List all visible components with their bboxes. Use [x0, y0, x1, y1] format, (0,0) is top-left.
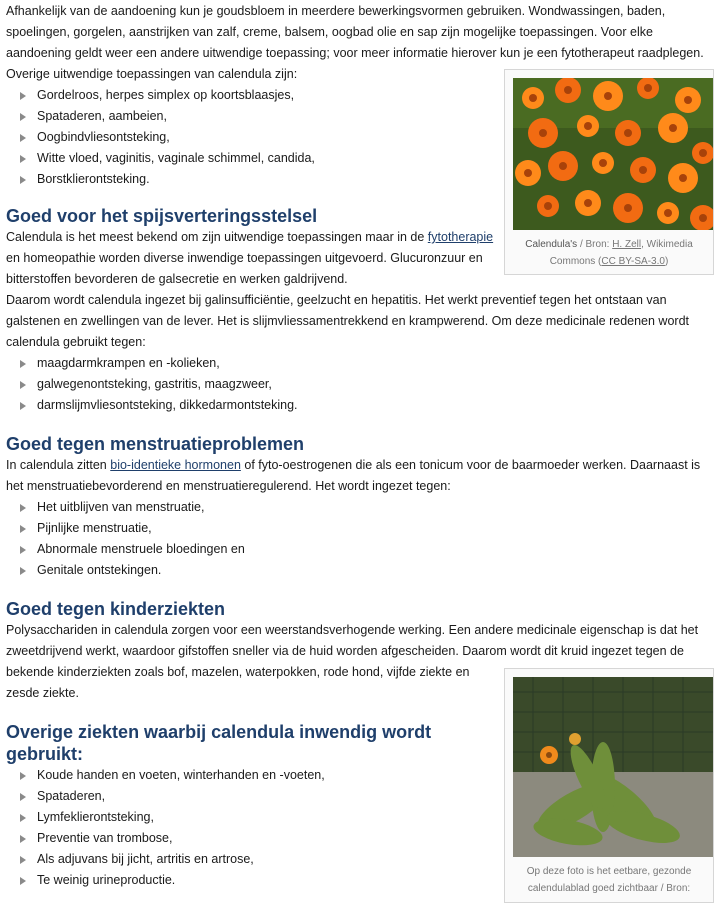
section-heading-menstrual: Goed tegen menstruatieproblemen: [6, 434, 305, 454]
digest-text-a: Calendula is het meest bekend om zijn uitwendige toepassingen maar in de: [6, 230, 428, 244]
list-item: [20, 85, 714, 106]
list-item-text: Genitale ontstekingen.: [37, 563, 162, 577]
list-item-text: Spataderen,: [37, 789, 106, 803]
bullet-arrow-icon: [20, 176, 26, 184]
section-heading-digest: Goed voor het spijsverteringsstelsel: [6, 206, 318, 226]
list-item: [20, 395, 714, 416]
menstrual-paragraph: [6, 455, 714, 497]
menstrual-list: [6, 497, 714, 581]
external-list: [6, 85, 714, 190]
list-item-text: Gordelroos, herpes simplex op koortsblaasjes,: [37, 88, 295, 102]
list-item-text: Spataderen, aambeien,: [37, 109, 167, 123]
figure1-caption-close: ): [664, 256, 669, 267]
list-item: [20, 765, 714, 786]
figure1-caption-title: Calendula's: [525, 239, 578, 250]
digest-text-b: en homeopathie worden diverse inwendige toepassingen uitgevoerd. Glucuronzuur en bitterstoffen bevorderen de galsecretie en werken galdrijvend.: [6, 251, 483, 286]
list-item-text: Preventie van trombose,: [37, 831, 173, 845]
list-item: [20, 148, 714, 169]
digest-list: [6, 353, 714, 416]
list-item-text: Witte vloed, vaginitis, vaginale schimmel, candida,: [37, 151, 315, 165]
list-item: [20, 849, 714, 870]
list-item-text: darmslijmvliesontsteking, dikkedarmontsteking.: [37, 398, 298, 412]
list-item: [20, 353, 714, 374]
fytotherapie-link[interactable]: fytotherapie: [427, 230, 494, 244]
bullet-arrow-icon: [20, 835, 26, 843]
list-item: [20, 560, 714, 581]
list-item: [20, 807, 714, 828]
external-intro: Overige uitwendige toepassingen van calendula zijn:: [6, 67, 298, 81]
list-item-text: Oogbindvliesontsteking,: [37, 130, 170, 144]
list-item-text: Lymfeklierontsteking,: [37, 810, 154, 824]
bullet-arrow-icon: [20, 772, 26, 780]
list-item-text: maagdarmkrampen en -kolieken,: [37, 356, 220, 370]
figure1-caption-source: / Bron:: [577, 239, 613, 250]
list-item: [20, 870, 714, 891]
section-heading-other: Overige ziekten waarbij calendula inwendig wordt gebruikt:: [6, 722, 432, 764]
bio-identieke-hormonen-link[interactable]: bio-identieke hormonen: [110, 458, 241, 472]
children-paragraph-2: bekende kinderziekten zoals bof, mazelen, waterpokken, rode hond, vijfde ziekte en zesde ziekte.: [6, 665, 470, 700]
bullet-arrow-icon: [20, 504, 26, 512]
menstrual-text-b: of fyto-oestrogenen die als een tonicum voor de baarmoeder werken. Daarnaast is het menstruatiebevorderend en menstruatieregulerend. Het wordt ingezet tegen:: [6, 458, 701, 493]
list-item: [20, 497, 714, 518]
list-item: [20, 786, 714, 807]
other-list: [6, 765, 714, 891]
figure2-caption-text: Op deze foto is het eetbare, gezonde calendulablad goed zichtbaar: [526, 866, 692, 894]
list-item: [20, 106, 714, 127]
figure1-caption: [513, 236, 705, 270]
bullet-arrow-icon: [20, 567, 26, 575]
intro-paragraph: Afhankelijk van de aandoening kun je goudsbloem in meerdere bewerkingsvormen gebruiken. Wondwassingen, baden, spoelingen, gorgelen, aanstrijken van zalf, creme, balsem, oogbad olie en sap zijn mogelijke toepassingen. Voor elke aandoening geldt weer een andere uitwendige toepassing; voor meer informatie hierover kun je een fytotherapeut raadplegen.: [6, 4, 704, 60]
list-item: [20, 169, 714, 190]
list-item-text: Als adjuvans bij jicht, artritis en artrose,: [37, 852, 254, 866]
bullet-arrow-icon: [20, 113, 26, 121]
bullet-arrow-icon: [20, 814, 26, 822]
list-item: [20, 518, 714, 539]
bullet-arrow-icon: [20, 381, 26, 389]
figure1-caption-text: , Wikimedia Commons (: [549, 239, 693, 267]
list-item-text: Het uitblijven van menstruatie,: [37, 500, 205, 514]
menstrual-text-a: In calendula zitten: [6, 458, 111, 472]
bullet-arrow-icon: [20, 877, 26, 885]
list-item: [20, 374, 714, 395]
figure1-license-link[interactable]: CC BY-SA-3.0: [601, 256, 665, 267]
bullet-arrow-icon: [20, 134, 26, 142]
bullet-arrow-icon: [20, 856, 26, 864]
list-item-text: Borstklierontsteking.: [37, 172, 150, 186]
list-item-text: Abnormale menstruele bloedingen en: [37, 542, 245, 556]
list-item-text: Te weinig urineproductie.: [37, 873, 176, 887]
children-paragraph-1: Polysacchariden in calendula zorgen voor een weerstandsverhogende werking. Een andere medicinale eigenschap is dat het zweetdrijvend werkt, waardoor gifstoffen sneller via de huid worden afgescheiden. Daarom wordt dit kruid ingezet tegen de: [6, 623, 699, 658]
figure2-caption-source: / Bron:: [657, 883, 691, 894]
list-item-text: Koude handen en voeten, winterhanden en -voeten,: [37, 768, 325, 782]
section-heading-children: Goed tegen kinderziekten: [6, 599, 226, 619]
list-item: [20, 828, 714, 849]
list-item-text: Pijnlijke menstruatie,: [37, 521, 152, 535]
figure1-author-link[interactable]: H. Zell: [612, 239, 642, 250]
bullet-arrow-icon: [20, 402, 26, 410]
list-item: [20, 127, 714, 148]
bullet-arrow-icon: [20, 155, 26, 163]
bullet-arrow-icon: [20, 92, 26, 100]
list-item-text: galwegenontsteking, gastritis, maagzweer,: [37, 377, 272, 391]
bullet-arrow-icon: [20, 546, 26, 554]
list-item: [20, 539, 714, 560]
bullet-arrow-icon: [20, 793, 26, 801]
bullet-arrow-icon: [20, 360, 26, 368]
digest-paragraph-2: Daarom wordt calendula ingezet bij galinsufficiëntie, geelzucht en hepatitis. Het werkt preventief tegen het ontstaan van galstenen en zwellingen van de lever. Het is slijmvliessamentrekkend en krampwerend. Om deze medicinale redenen wordt calendula gebruikt tegen:: [6, 293, 689, 349]
bullet-arrow-icon: [20, 525, 26, 533]
